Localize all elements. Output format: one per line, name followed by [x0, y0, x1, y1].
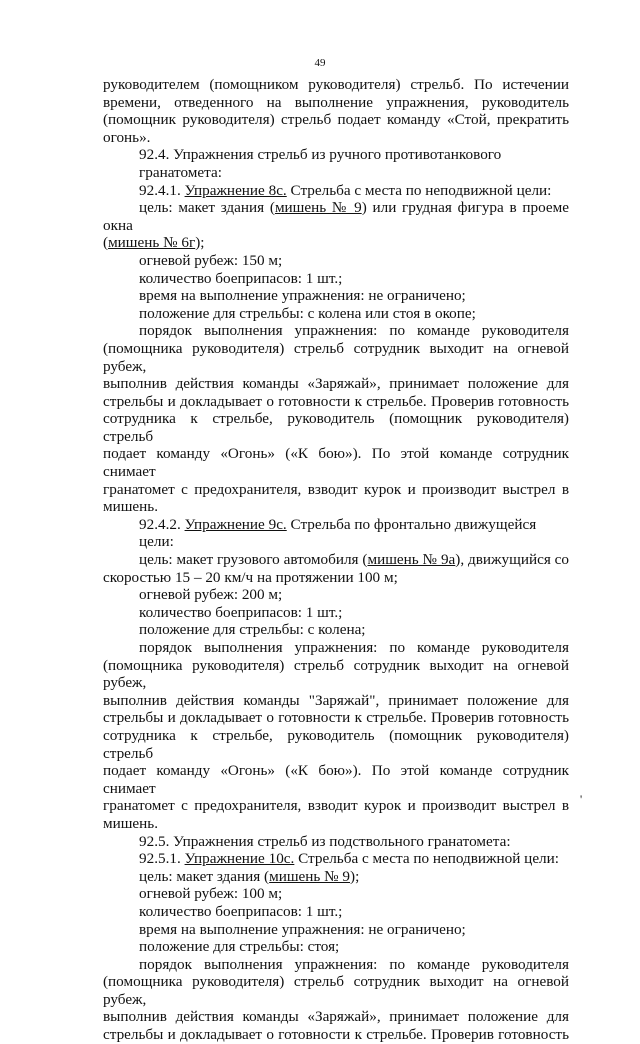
text-line: количество боеприпасов: 1 шт.; — [139, 603, 343, 621]
text-line: положение для стрельбы: с колена; — [139, 621, 366, 639]
text-line: гранатомет с предохранителя, взводит курок и производит выстрел в — [103, 480, 569, 498]
text-line: подает команду «Огонь» («К бою»). По этой команде сотрудник снимает — [103, 762, 569, 797]
section-heading: 92.5. Упражнения стрельб из подствольного гранатомета: — [139, 832, 511, 850]
text-line: скоростью 15 – 20 км/ч на протяжении 100 м; — [103, 568, 398, 586]
target-ref: мишень № 9 — [274, 199, 362, 217]
exercise-title: Стрельба с места по неподвижной цели: — [294, 850, 559, 868]
exercise-heading — [103, 182, 569, 200]
text-line: положение для стрельбы: с колена или стоя в окопе; — [139, 304, 476, 322]
text-line: мишень. — [103, 814, 159, 832]
text-line: (мишень № 6г); — [103, 234, 205, 252]
exercise-number: 92.4.2. — [139, 515, 185, 533]
exercise-heading — [103, 516, 569, 551]
exercise-number: 92.4.1. — [139, 181, 185, 199]
text-line: руководителем (помощником руководителя) стрельб. По истечении — [103, 76, 569, 93]
page-number: 49 — [314, 57, 326, 69]
exercise-heading — [103, 850, 569, 868]
text-line: стрельбы и докладывает о готовности к стрельбе. Проверив готовность — [103, 1026, 569, 1044]
exercise-number: 92.5.1. — [139, 850, 185, 868]
text-line: цель: макет грузового автомобиля (мишень № 9а), движущийся со — [139, 551, 569, 569]
text-line: (помощника руководителя) стрельб сотрудник выходит на огневой рубеж, — [103, 973, 569, 1008]
exercise-link: Упражнение 9с. — [184, 515, 287, 533]
text-line: количество боеприпасов: 1 шт.; — [139, 902, 343, 920]
margin-mark: ' — [580, 792, 583, 806]
text-line: сотрудника к стрельбе, руководитель (помощник руководителя) стрельб — [103, 410, 569, 445]
text-line: мишень. — [103, 498, 159, 516]
text-line: стрельбы и докладывает о готовности к стрельбе. Проверив готовность — [103, 709, 569, 727]
exercise-title: Стрельба с места по неподвижной цели: — [286, 181, 552, 199]
text-line: подает команду «Огонь» («К бою»). По этой команде сотрудник снимает — [103, 445, 569, 481]
text-line: стрельбы и докладывает о готовности к стрельбе. Проверив готовность — [103, 392, 569, 410]
text-line: огневой рубеж: 200 м; — [139, 586, 283, 604]
text-line: гранатомет с предохранителя, взводит курок и производит выстрел в — [103, 797, 569, 815]
text-line: порядок выполнения упражнения: по команде руководителя — [139, 639, 569, 656]
text-line: порядок выполнения упражнения: по команде руководителя — [139, 955, 569, 973]
text-line: огневой рубеж: 100 м; — [139, 885, 283, 903]
text-line: сотрудника к стрельбе, руководитель (помощник руководителя) стрельб — [103, 726, 569, 762]
text-line: (помощника руководителя) стрельб сотрудник выходит на огневой рубеж, — [103, 656, 569, 692]
section-heading: 92.4. Упражнения стрельб из ручного противотанкового гранатомета: — [139, 146, 502, 181]
text-line: огневой рубеж: 150 м; — [139, 251, 283, 269]
text-line: цель: макет здания (мишень № 9); — [139, 867, 360, 885]
text-line: огонь». — [103, 128, 151, 146]
text-line: время на выполнение упражнения: не ограничено; — [139, 287, 466, 305]
text-line: время на выполнение упражнения: не ограничено; — [139, 920, 466, 938]
text-line: (помощника руководителя) стрельб сотрудник выходит на огневой рубеж, — [103, 339, 569, 375]
exercise-link: Упражнение 8с. — [184, 181, 287, 199]
target-ref: мишень № 9а — [367, 551, 456, 569]
exercise-title: Стрельба по фронтально движущейся цели: — [139, 515, 537, 551]
text-line: положение для стрельбы: стоя; — [139, 938, 340, 956]
text-line: выполнив действия команды «Заряжай», принимает положение для — [103, 1008, 569, 1026]
document-body — [103, 76, 569, 1044]
target-ref: мишень № 9 — [269, 867, 351, 885]
text-line: цель: макет здания (мишень № 9) или грудная фигура в проеме окна — [103, 199, 570, 234]
text-line: (помощник руководителя) стрельб подает команду «Стой, прекратить — [103, 111, 569, 129]
target-ref: мишень № 6г — [108, 234, 196, 252]
text-line: количество боеприпасов: 1 шт.; — [139, 269, 343, 287]
text-line: времени, отведенного на выполнение упражнения, руководитель — [103, 93, 569, 111]
text-line: порядок выполнения упражнения: по команде руководителя — [139, 322, 569, 340]
text-line: выполнив действия команды "Заряжай", принимает положение для — [103, 691, 569, 709]
text-line: выполнив действия команды «Заряжай», принимает положение для — [103, 375, 569, 393]
exercise-link: Упражнение 10с. — [184, 850, 295, 868]
